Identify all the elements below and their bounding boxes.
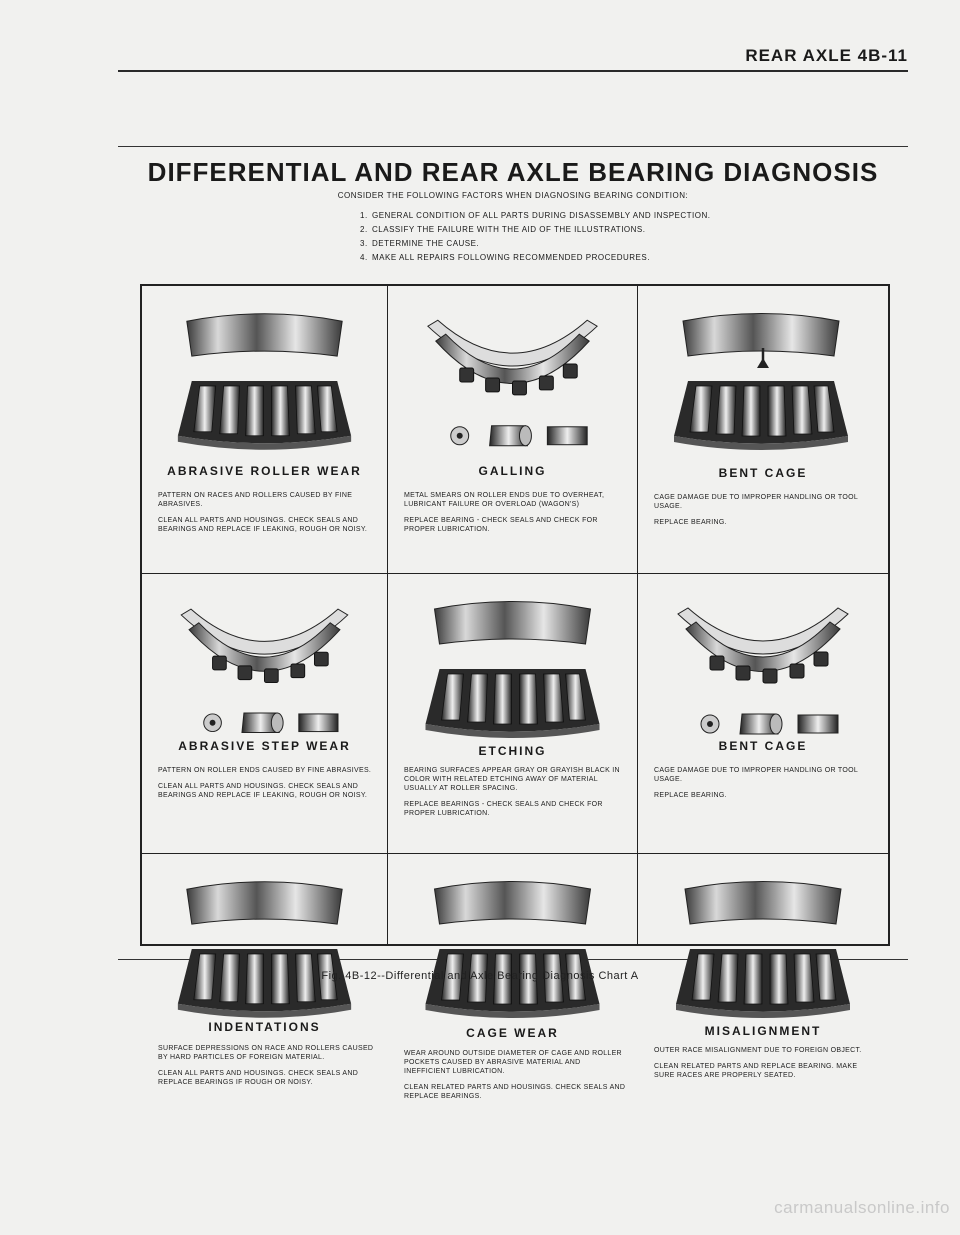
section-header: REAR AXLE 4B-11	[745, 46, 908, 65]
cell-title: CAGE WEAR	[466, 1026, 559, 1040]
watermark: carmanualsonline.info	[774, 1198, 950, 1217]
step-item: 3. DETERMINE THE CAUSE.	[360, 239, 480, 248]
cup-and-cone-icon	[142, 286, 387, 461]
cell-title: ABRASIVE ROLLER WEAR	[167, 464, 362, 478]
steps-list	[360, 211, 711, 267]
cup-and-cone-icon	[388, 854, 637, 1029]
cell-title: MISALIGNMENT	[704, 1024, 822, 1038]
cell-title: BENT CAGE	[718, 466, 808, 480]
roller-cage-icon	[638, 574, 888, 749]
cell-body: SURFACE DEPRESSIONS ON RACE AND ROLLERS CAUSED BY HARD PARTICLES OF FOREIGN MATERIAL. CLEAN ALL PARTS AND HOUSINGS. CHECK SEALS AND REPLACE BEARINGS IF ROUGH OR NOISY.	[158, 1045, 374, 1086]
cell-indentations	[142, 854, 388, 1086]
cell-bent-cage	[638, 286, 888, 574]
cell-bent-cage-2	[638, 574, 888, 854]
cup-and-cone-icon	[142, 854, 387, 1029]
cup-and-cone-icon	[638, 854, 888, 1029]
cell-galling	[388, 286, 638, 574]
cell-body: OUTER RACE MISALIGNMENT DUE TO FOREIGN OBJECT. CLEAN RELATED PARTS AND REPLACE BEARING. MAKE SURE RACES ARE PROPERLY SEATED.	[654, 1047, 862, 1079]
cell-title: BENT CAGE	[718, 739, 808, 753]
roller-cage-icon	[142, 574, 387, 749]
step-item: 4. MAKE ALL REPAIRS FOLLOWING RECOMMENDED PROCEDURES.	[360, 253, 650, 262]
cell-title: ABRASIVE STEP WEAR	[178, 739, 351, 753]
cell-body: PATTERN ON RACES AND ROLLERS CAUSED BY FINE ABRASIVES. CLEAN ALL PARTS AND HOUSINGS. CHECK SEALS AND BEARINGS AND REPLACE IF LEAKING, ROUGH OR NOISY.	[158, 492, 368, 533]
page-header	[118, 44, 908, 72]
cell-body: BEARING SURFACES APPEAR GRAY OR GRAYISH BLACK IN COLOR WITH RELATED ETCHING AWAY OF MATERIAL USUALLY AT ROLLER SPACING. REPLACE BEARINGS - CHECK SEALS AND CHECK FOR PROPER LUBRICATION.	[404, 767, 620, 817]
cell-etching	[388, 574, 638, 854]
step-item: 2. CLASSIFY THE FAILURE WITH THE AID OF THE ILLUSTRATIONS.	[360, 225, 646, 234]
cell-body: CAGE DAMAGE DUE TO IMPROPER HANDLING OR TOOL USAGE. REPLACE BEARING.	[654, 767, 858, 799]
cell-body: METAL SMEARS ON ROLLER ENDS DUE TO OVERHEAT, LUBRICANT FAILURE OR OVERLOAD (WAGON'S) REPLACE BEARING - CHECK SEALS AND CHECK FOR PROPER LUBRICATION.	[404, 492, 605, 533]
chart-title: DIFFERENTIAL AND REAR AXLE BEARING DIAGNOSIS	[147, 157, 879, 187]
cell-body: CAGE DAMAGE DUE TO IMPROPER HANDLING OR TOOL USAGE. REPLACE BEARING.	[654, 494, 858, 526]
cell-misalignment	[638, 854, 888, 1079]
cell-abrasive-roller-wear	[142, 286, 388, 574]
cell-title: GALLING	[478, 464, 547, 478]
cup-and-cone-icon	[388, 574, 637, 749]
cell-body: WEAR AROUND OUTSIDE DIAMETER OF CAGE AND ROLLER POCKETS CAUSED BY ABRASIVE MATERIAL AND INEFFICIENT LUBRICATION. CLEAN RELATED PARTS AND HOUSINGS. CHECK SEALS AND REPLACE BEARINGS.	[404, 1050, 626, 1100]
cup-and-cone-arrow-icon	[638, 286, 888, 461]
step-item: 1. GENERAL CONDITION OF ALL PARTS DURING DISASSEMBLY AND INSPECTION.	[360, 211, 711, 220]
figure-caption: Fig. 4B-12--Differential and Axle Bearing Diagnosis Chart A	[321, 970, 639, 982]
roller-cage-icon	[388, 286, 637, 461]
cell-title: INDENTATIONS	[208, 1020, 321, 1034]
cell-title: ETCHING	[478, 744, 547, 758]
cell-body: PATTERN ON ROLLER ENDS CAUSED BY FINE ABRASIVES. CLEAN ALL PARTS AND HOUSINGS. CHECK SEALS AND BEARINGS AND REPLACE IF LEAKING, ROUGH OR NOISY.	[158, 767, 372, 799]
cell-abrasive-step-wear	[142, 574, 388, 854]
chart-subtitle: CONSIDER THE FOLLOWING FACTORS WHEN DIAGNOSING BEARING CONDITION:	[337, 191, 689, 200]
